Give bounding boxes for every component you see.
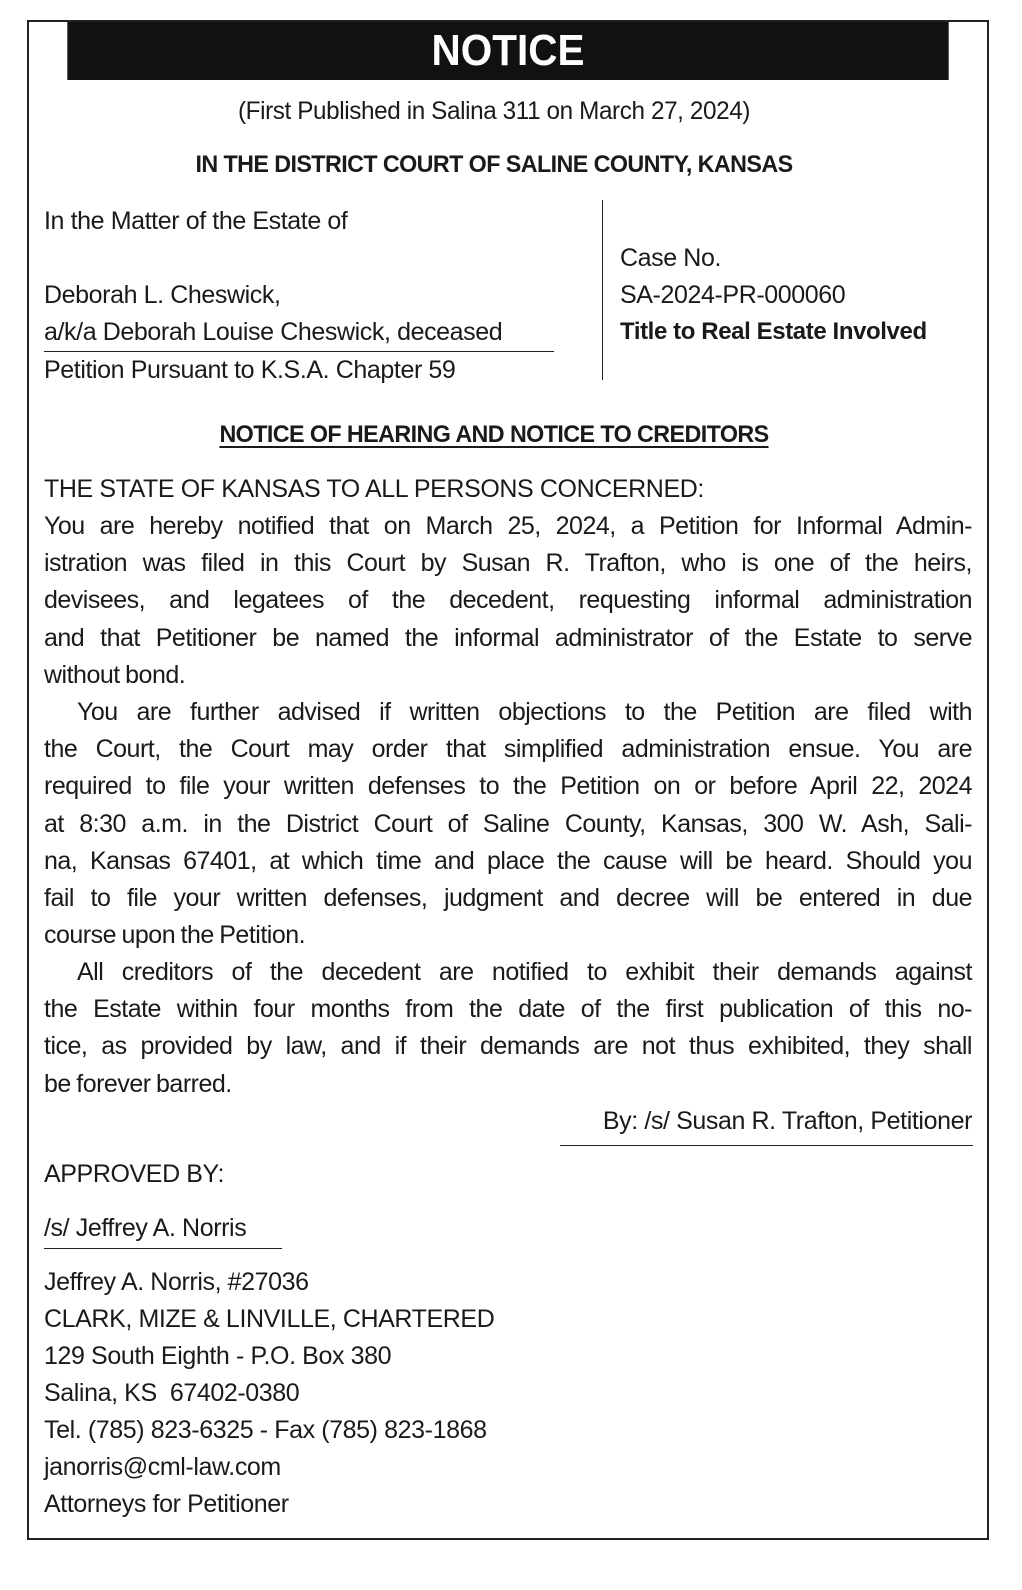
paragraph-line: be forever barred.	[44, 1069, 232, 1098]
real-estate-note: Title to Real Estate Involved	[620, 318, 927, 345]
salutation: THE STATE OF KANSAS TO ALL PERSONS CONCERNED:	[44, 475, 704, 503]
paragraph-line: without bond.	[44, 660, 186, 689]
paragraph-line: and that Petitioner be named the informal administrator of the Estate to serve	[44, 623, 972, 652]
court-heading: IN THE DISTRICT COURT OF SALINE COUNTY, KANSAS	[195, 151, 793, 178]
petitioner-signature: By: /s/ Susan R. Trafton, Petitioner	[602, 1107, 972, 1135]
paragraph-line: devisees, and legatees of the decedent, requesting informal administration	[44, 586, 972, 615]
attorney-email[interactable]: janorris@cml-law.com	[44, 1453, 281, 1481]
approved-by-label: APPROVED BY:	[44, 1160, 224, 1188]
paragraph-line: You are hereby notified that on March 25, 2024, a Petition for Informal Admin-	[44, 512, 972, 540]
paragraph-line: istration was filed in this Court by Susan R. Trafton, who is one of the heirs,	[44, 549, 972, 578]
paragraph-line: You are further advised if written objections to the Petition are filed with	[77, 698, 972, 726]
matter-line: In the Matter of the Estate of	[44, 207, 348, 235]
paragraph-line: na, Kansas 67401, at which time and place the cause will be heard. Should you	[44, 846, 972, 875]
first-published-line: (First Published in Salina 311 on March 27, 2024)	[237, 97, 751, 125]
matter-divider	[44, 351, 554, 352]
notice-heading: NOTICE OF HEARING AND NOTICE TO CREDITORS	[219, 421, 769, 448]
attorney-signature-rule	[44, 1248, 282, 1249]
notice-title: NOTICE	[431, 26, 585, 75]
attorney-name: Jeffrey A. Norris, #27036	[44, 1268, 309, 1296]
law-firm: CLARK, MIZE & LINVILLE, CHARTERED	[44, 1305, 495, 1333]
notice-box	[27, 20, 989, 1540]
attorney-role: Attorneys for Petitioner	[44, 1490, 289, 1518]
case-number: SA-2024-PR-000060	[620, 281, 846, 309]
paragraph-line: tice, as provided by law, and if their demands are not thus exhibited, they shall	[44, 1032, 972, 1061]
paragraph-line: course upon the Petition.	[44, 921, 306, 950]
attorney-signature: /s/ Jeffrey A. Norris	[44, 1214, 247, 1242]
petition-type: Petition Pursuant to K.S.A. Chapter 59	[44, 356, 456, 384]
caption-divider	[602, 200, 603, 380]
paragraph-line: the Estate within four months from the date of the first publication of this no-	[44, 995, 972, 1024]
phone-fax: Tel. (785) 823-6325 - Fax (785) 823-1868	[44, 1416, 487, 1444]
notice-title-bar	[67, 22, 948, 80]
paragraph-line: the Court, the Court may order that simplified administration ensue. You are	[44, 735, 972, 764]
address-line-2: Salina, KS 67402-0380	[44, 1379, 300, 1407]
paragraph-petition	[44, 508, 972, 694]
signature-rule	[560, 1145, 973, 1146]
paragraph-creditors	[44, 954, 972, 1103]
case-label: Case No.	[620, 244, 722, 272]
address-line-1: 129 South Eighth - P.O. Box 380	[44, 1342, 392, 1370]
paragraph-line: All creditors of the decedent are notified to exhibit their demands against	[77, 958, 972, 986]
paragraph-line: required to file your written defenses to the Petition on or before April 22, 2024	[44, 772, 972, 801]
decedent-name: Deborah L. Cheswick,	[44, 281, 281, 309]
decedent-aka: a/k/a Deborah Louise Cheswick, deceased	[44, 318, 503, 346]
paragraph-objections	[44, 694, 972, 954]
paragraph-line: at 8:30 a.m. in the District Court of Saline County, Kansas, 300 W. Ash, Sali-	[44, 809, 972, 838]
paragraph-line: fail to file your written defenses, judgment and decree will be entered in due	[44, 884, 972, 913]
